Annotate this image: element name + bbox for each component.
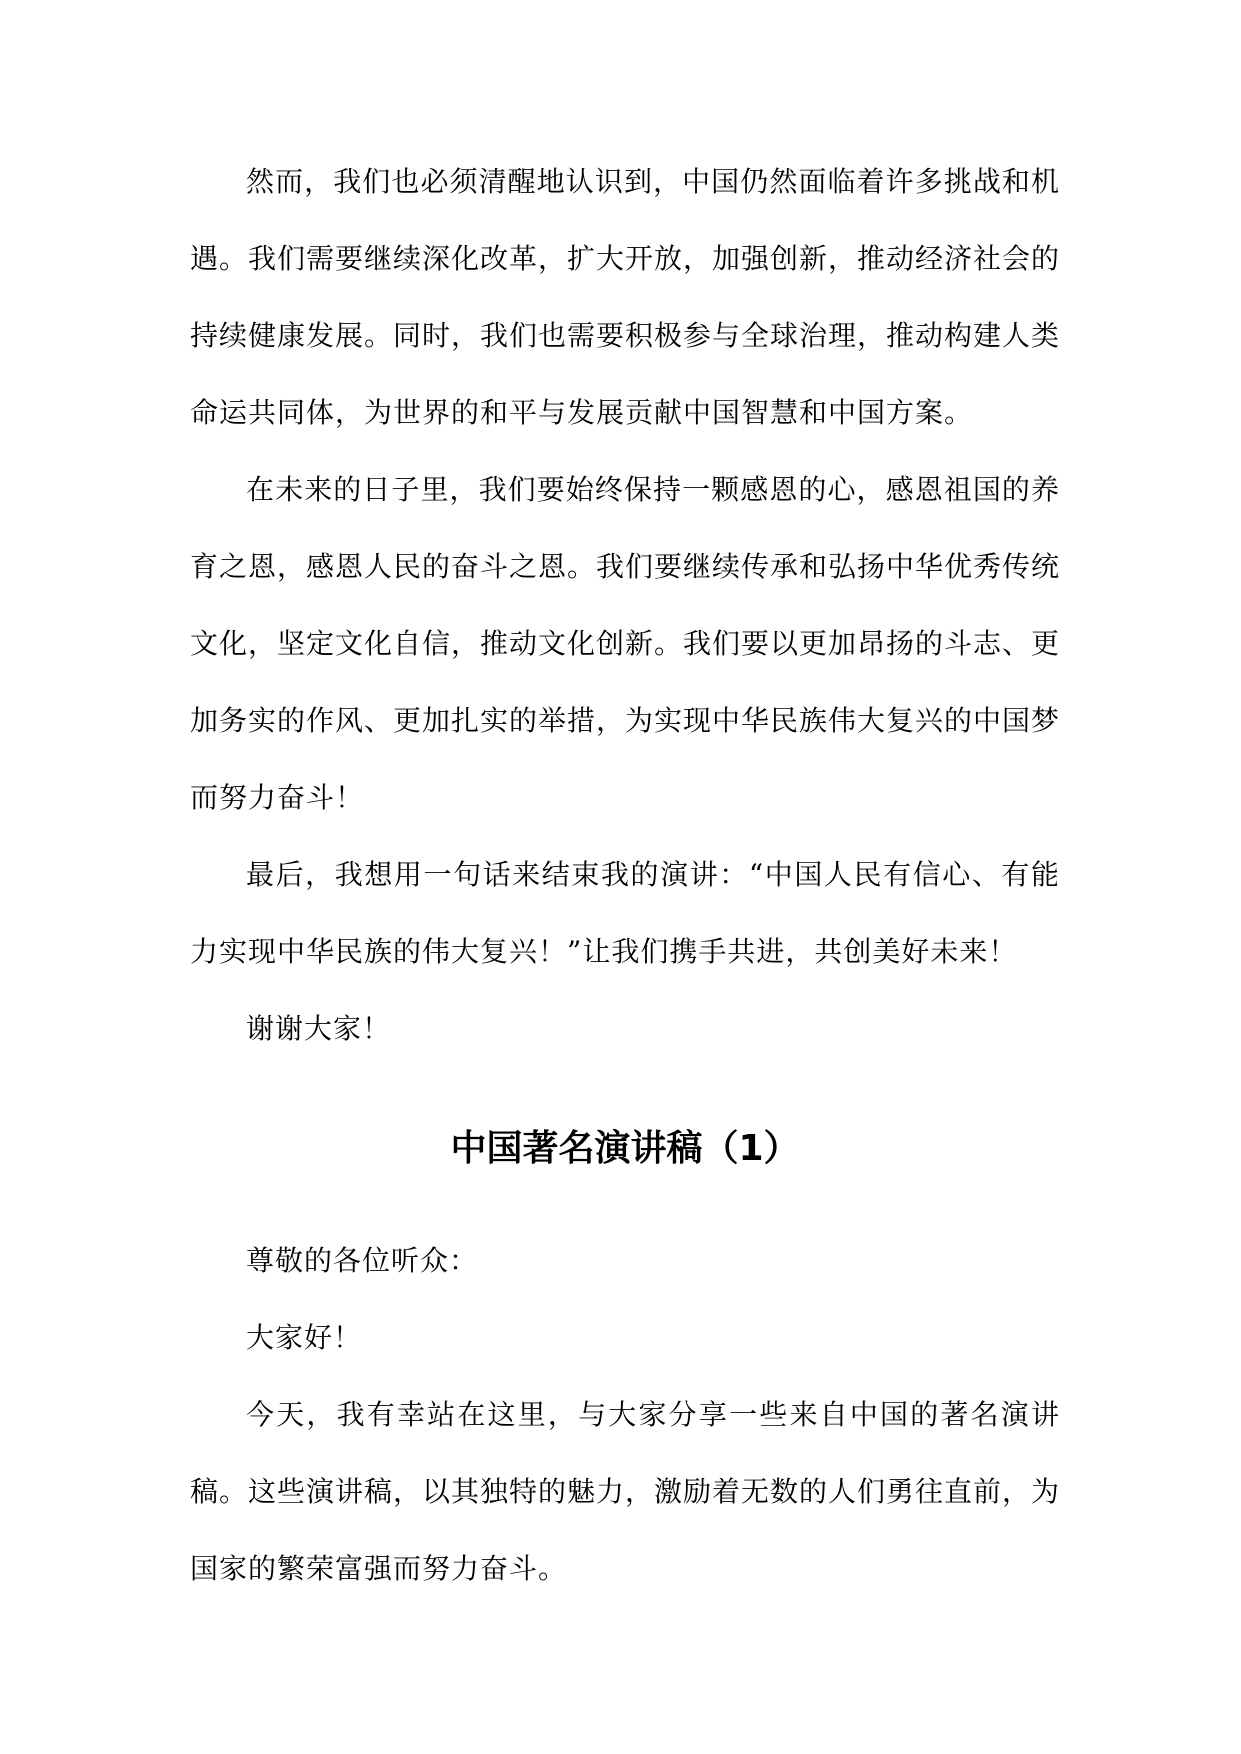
paragraph-thanks: 谢谢大家！	[246, 1012, 392, 1045]
paragraph-salutation: 尊敬的各位听众：	[246, 1244, 479, 1277]
paragraph-future: 在未来的日子里，我们要始终保持一颗感恩的心，感恩祖国的养育之恩，感恩人民的奋斗之恩。我们要继续传承和弘扬中华优秀传统文化，坚定文化自信，推动文化创新。我们要以更加昂扬的斗志、更加务实的作风、更加扎实的举措，为实现中华民族伟大复兴的中国梦而努力奋斗！	[190, 473, 1061, 814]
paragraph-greeting: 大家好！	[246, 1321, 363, 1354]
document-body	[190, 143, 1060, 1607]
section-title: 中国著名演讲稿（1）	[450, 1128, 800, 1169]
paragraph-challenges: 然而，我们也必须清醒地认识到，中国仍然面临着许多挑战和机遇。我们需要继续深化改革，扩大开放，加强创新，推动经济社会的持续健康发展。同时，我们也需要积极参与全球治理，推动构建人类命运共同体，为世界的和平与发展贡献中国智慧和中国方案。	[190, 165, 1061, 429]
paragraph-intro: 今天，我有幸站在这里，与大家分享一些来自中国的著名演讲稿。这些演讲稿，以其独特的魅力，激励着无数的人们勇往直前，为国家的繁荣富强而努力奋斗。	[190, 1398, 1061, 1585]
paragraph-closing-quote: 最后，我想用一句话来结束我的演讲：“中国人民有信心、有能力实现中华民族的伟大复兴！”让我们携手共进，共创美好未来！	[190, 858, 1060, 968]
